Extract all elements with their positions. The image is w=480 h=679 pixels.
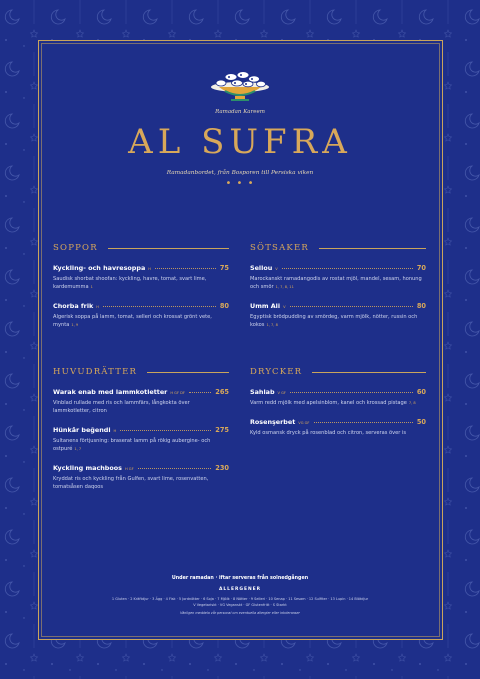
dotted-leader bbox=[290, 392, 413, 393]
dotted-leader bbox=[314, 422, 413, 423]
menu-item-description: Kyld osmansk dryck på rosenblad och citron, serveras över is bbox=[250, 430, 407, 436]
section-header bbox=[53, 242, 229, 254]
menu-item-name: Kyckling machboos bbox=[53, 464, 122, 472]
allergen-list bbox=[44, 596, 436, 608]
menu-item-description: Varm redd mjölk med apelsinblom, kanel och krossad pistage bbox=[250, 400, 407, 406]
menu-item-name: Chorba frik bbox=[53, 302, 94, 310]
menu-item-name: Warak enab med lammkotletter bbox=[53, 388, 168, 396]
allergen-codes: 1, 9 bbox=[71, 323, 79, 327]
restaurant-title: AL SUFRA bbox=[128, 122, 352, 162]
menu-item-price: 275 bbox=[215, 426, 229, 434]
allergen-codes: 1, 7 bbox=[74, 447, 82, 451]
menu-item-description: Vinblad rullade med ris och lammfärs, långkokta över lammkotletter, citron bbox=[53, 400, 190, 414]
diet-legend: V Vegetariskt · VG Veganskt · GF Glutenfritt · S Starkt bbox=[193, 603, 287, 607]
section-rule bbox=[312, 372, 426, 373]
diet-tags: H bbox=[113, 429, 117, 433]
dotted-leader bbox=[290, 306, 413, 307]
menu-item bbox=[53, 426, 229, 453]
allergen-heading: ALLERGENER bbox=[218, 587, 262, 592]
menu-item-price: 70 bbox=[416, 264, 426, 272]
menu-item bbox=[250, 418, 426, 437]
menu-footer bbox=[44, 576, 436, 615]
dotted-leader bbox=[120, 430, 211, 431]
diet-tags: H bbox=[148, 267, 151, 271]
dotted-leader bbox=[138, 468, 212, 469]
menu-item-description: Sultanens förtjusning: braserat lamm på rökig aubergine- och ostpuré bbox=[53, 438, 211, 452]
section-sotsaker bbox=[250, 242, 426, 340]
menu-item-price: 75 bbox=[219, 264, 229, 272]
header-kicker: Ramadan Kareem bbox=[215, 109, 265, 115]
section-header bbox=[250, 242, 426, 254]
diet-tags: V GF bbox=[277, 391, 286, 395]
section-rule bbox=[319, 248, 426, 249]
menu-item-description: Egyptisk brödpudding av smördeg, varm mjölk, nötter, russin och kokos bbox=[250, 314, 418, 328]
allergen-codes: 7, 8 bbox=[408, 401, 416, 405]
diet-tags: V bbox=[283, 305, 286, 309]
allergen-codes: 1 bbox=[90, 285, 93, 289]
diet-tags: V bbox=[275, 267, 278, 271]
menu-item-price: 60 bbox=[416, 388, 426, 396]
dotted-leader bbox=[189, 392, 211, 393]
menu-item-description: Algerisk soppa på lamm, tomat, selleri och krossat grönt vete, mynta bbox=[53, 314, 212, 328]
dotted-leader bbox=[155, 268, 216, 269]
section-huvudratter bbox=[53, 366, 229, 502]
menu-item-description: Marockanskt ramadangodis av rostat mjöl, mandel, sesam, honung och smör bbox=[250, 276, 422, 290]
section-title: SOPPOR bbox=[53, 243, 98, 253]
dotted-leader bbox=[103, 306, 216, 307]
menu-item-name: Umm Ali bbox=[250, 302, 281, 310]
allergen-codes-list: 1 Gluten · 2 Kräftdjur · 3 Ägg · 4 Fisk · 5 Jordnötter · 6 Soja · 7 Mjölk · 8 Nötter · 9 Selleri · 10 Senap · 11 Sesam · 12 Sulfiter · 13 Lupin · 14 Blötdjur bbox=[111, 597, 369, 601]
menu-item-name: Kyckling- och havresoppa bbox=[53, 264, 146, 272]
menu-item-name: Sellou bbox=[250, 264, 273, 272]
header-ornament-dots: • • • bbox=[225, 178, 255, 189]
section-rule bbox=[147, 372, 229, 373]
menu-item-name: Hünkâr beğendi bbox=[53, 426, 111, 434]
menu-item bbox=[250, 388, 426, 407]
menu-item-price: 265 bbox=[215, 388, 229, 396]
menu-item-price: 80 bbox=[219, 302, 229, 310]
section-title: DRYCKER bbox=[250, 367, 303, 377]
menu-item-price: 230 bbox=[215, 464, 229, 472]
menu-item-description: Kryddat ris och kyckling från Gulfen, svart lime, rosenvatten, tomatsåsen daqoos bbox=[53, 476, 209, 490]
diet-tags: H bbox=[96, 305, 99, 309]
menu-item-name: Rosenşerbet bbox=[250, 418, 296, 426]
menu-item bbox=[53, 388, 229, 415]
menu-item-price: 50 bbox=[416, 418, 426, 426]
menu-item-price: 80 bbox=[416, 302, 426, 310]
allergen-codes: 1, 7, 8 bbox=[266, 323, 278, 327]
diet-tags: H GF DF bbox=[170, 391, 186, 395]
section-drycker bbox=[250, 366, 426, 448]
dotted-leader bbox=[282, 268, 413, 269]
section-header bbox=[53, 366, 229, 378]
menu-item bbox=[53, 464, 229, 491]
section-title: HUVUDRÄTTER bbox=[53, 367, 138, 377]
section-title: SÖTSAKER bbox=[250, 243, 309, 253]
menu-item-description: Saudisk shorbat shoofan: kyckling, havre, tomat, svart lime, kardemumma bbox=[53, 276, 207, 290]
allergy-disclaimer: Vänligen meddela vår personal om eventuella allergier eller intoleranser bbox=[180, 611, 300, 615]
menu-item bbox=[53, 302, 229, 329]
section-rule bbox=[108, 248, 229, 249]
menu-item-name: Sahlab bbox=[250, 388, 275, 396]
diet-tags: VG GF bbox=[298, 421, 310, 425]
section-header bbox=[250, 366, 426, 378]
menu-item bbox=[53, 264, 229, 291]
food-platter-logo-icon bbox=[207, 53, 273, 105]
menu-item bbox=[250, 302, 426, 329]
allergen-codes: 1, 7, 8, 11 bbox=[275, 285, 294, 289]
diet-tags: H GF bbox=[124, 467, 134, 471]
section-soppor bbox=[53, 242, 229, 340]
menu-item bbox=[250, 264, 426, 291]
header-subtitle: Ramadanbordet, från Bosporen till Persiska viken bbox=[166, 170, 314, 176]
iftar-note: Under ramadan · iftar serveras från solnedgången bbox=[171, 576, 309, 581]
